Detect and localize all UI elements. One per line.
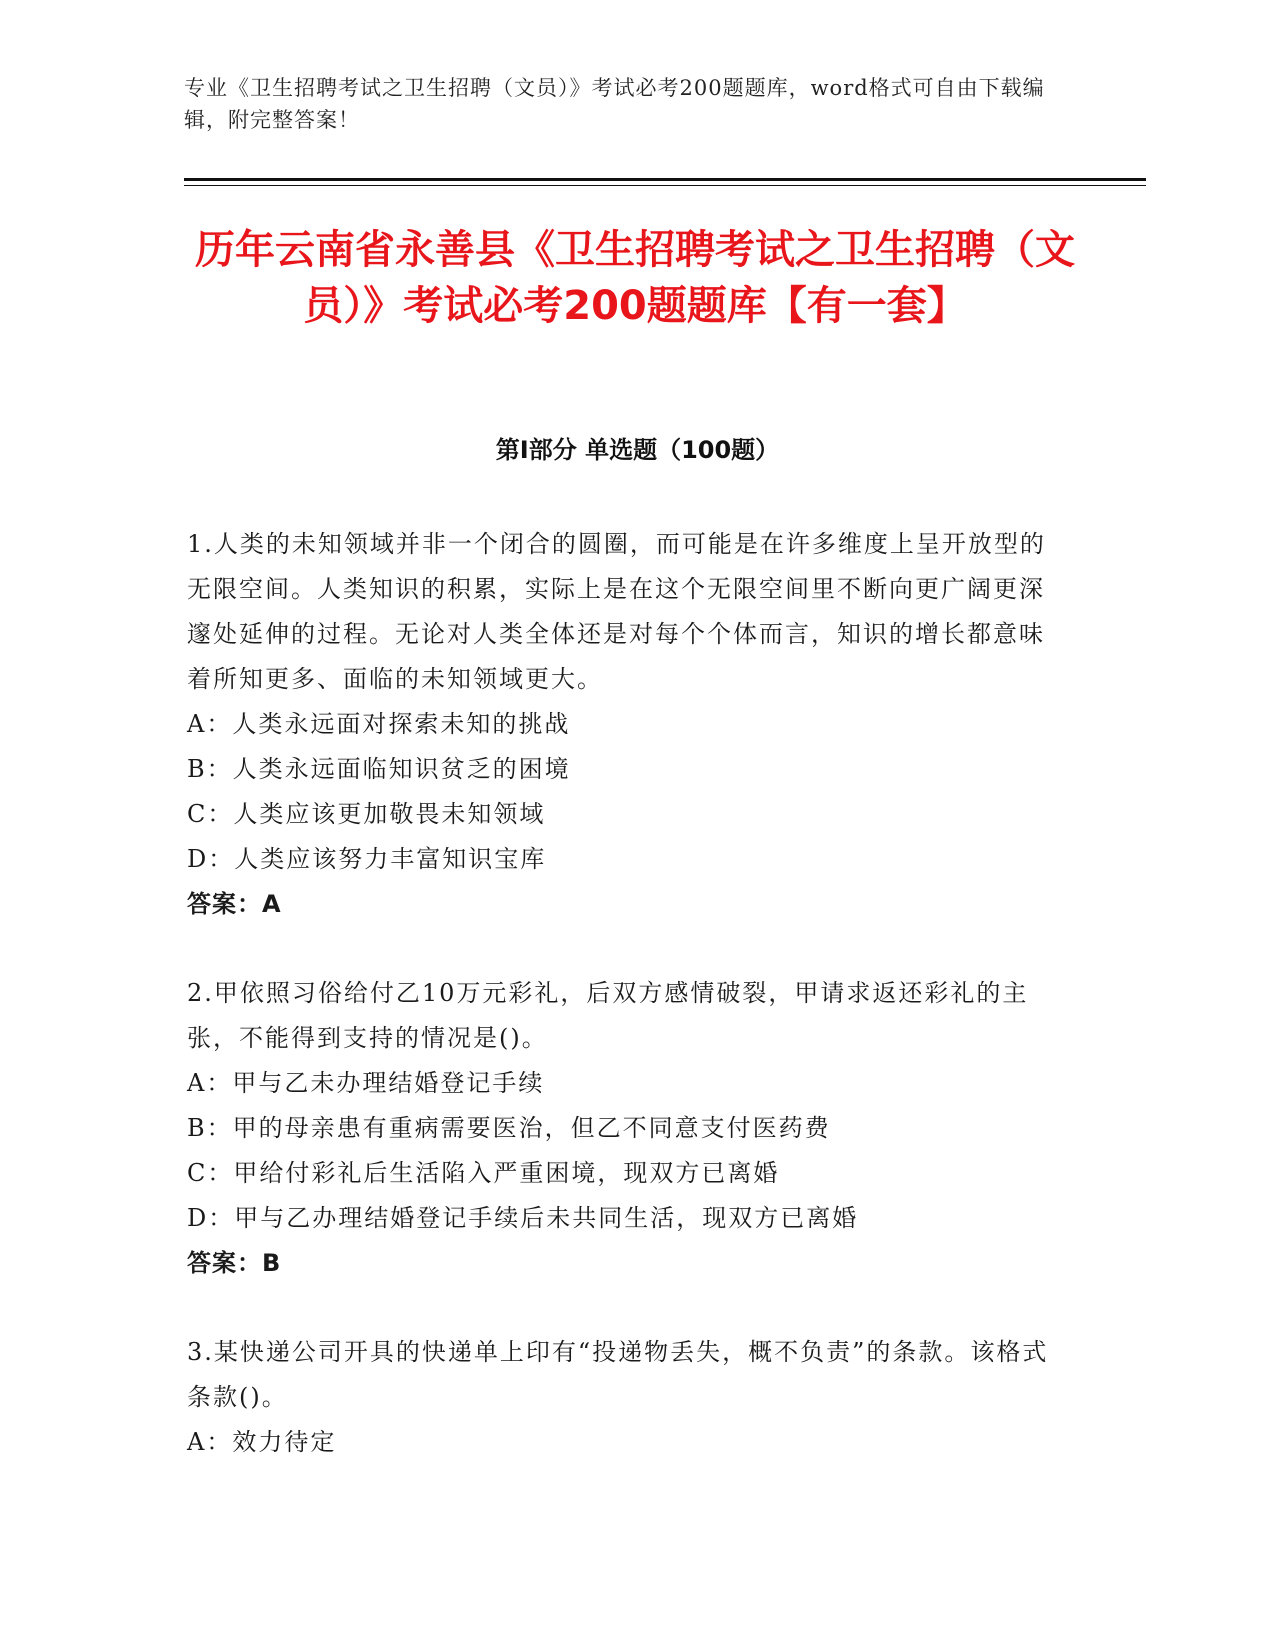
document-title: 历年云南省永善县《卫生招聘考试之卫生招聘（文员）》考试必考200题题库【有一套】 bbox=[195, 227, 1075, 329]
question-stem: 2.甲依照习俗给付乙10万元彩礼，后双方感情破裂，甲请求返还彩礼的主张，不能得到支持的情况是()。 bbox=[187, 979, 1029, 1052]
option-a: A：效力待定 bbox=[187, 1428, 337, 1456]
option-b: B：甲的母亲患有重病需要医治，但乙不同意支付医药费 bbox=[187, 1114, 831, 1142]
answer-label: 答案：A bbox=[187, 890, 282, 918]
option-c: C：甲给付彩礼后生活陷入严重困境，现双方已离婚 bbox=[187, 1159, 780, 1187]
option-b: B：人类永远面临知识贫乏的困境 bbox=[187, 755, 571, 783]
question-stem: 3.某快递公司开具的快递单上印有“投递物丢失，概不负责”的条款。该格式条款()。 bbox=[187, 1338, 1049, 1411]
question-1 bbox=[187, 522, 1067, 927]
option-c: C：人类应该更加敬畏未知领域 bbox=[187, 800, 546, 828]
question-2 bbox=[187, 971, 1067, 1286]
section-title: 第I部分 单选题（100题） bbox=[495, 436, 780, 464]
option-a: A：人类永远面对探索未知的挑战 bbox=[187, 710, 571, 738]
header-divider-thin bbox=[184, 185, 1146, 186]
answer-label: 答案：B bbox=[187, 1249, 282, 1277]
question-stem: 1.人类的未知领域并非一个闭合的圆圈，而可能是在许多维度上呈开放型的无限空间。人类知识的积累，实际上是在这个无限空间里不断向更广阔更深邃处延伸的过程。无论对人类全体还是对每个个体而言，知识的增长都意味着所知更多、面临的未知领域更大。 bbox=[187, 530, 1046, 693]
option-a: A：甲与乙未办理结婚登记手续 bbox=[187, 1069, 545, 1097]
question-3 bbox=[187, 1330, 1067, 1465]
question-list bbox=[187, 522, 1067, 1509]
header-divider-thick bbox=[184, 178, 1146, 181]
option-d: D：甲与乙办理结婚登记手续后未共同生活，现双方已离婚 bbox=[187, 1204, 859, 1232]
header-intro: 专业《卫生招聘考试之卫生招聘（文员）》考试必考200题题库，word格式可自由下载编辑，附完整答案！ bbox=[184, 76, 1045, 132]
option-d: D：人类应该努力丰富知识宝库 bbox=[187, 845, 547, 873]
